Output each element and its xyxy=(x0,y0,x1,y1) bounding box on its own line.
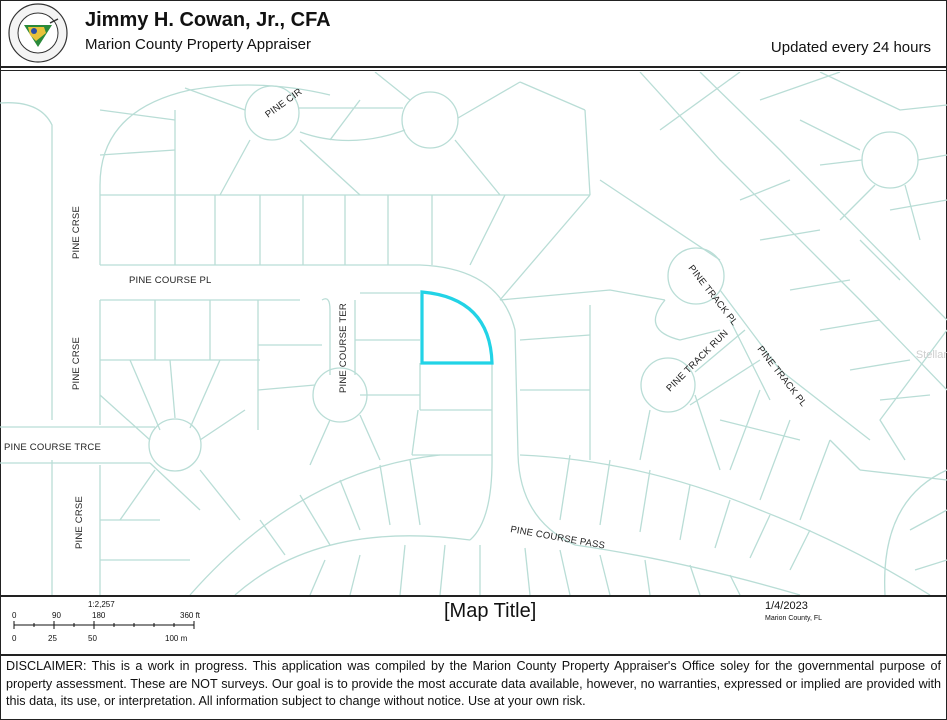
street-label-pine-course-pl: PINE COURSE PL xyxy=(129,275,212,286)
scale-meter-tick: 50 xyxy=(88,634,97,643)
map-title: [Map Title] xyxy=(444,600,537,622)
scale-feet-tick: 0 xyxy=(12,611,17,620)
header-divider xyxy=(0,66,947,68)
header xyxy=(0,0,947,68)
street-label-pine-cir: PINE CIR xyxy=(263,86,305,121)
street-label-pine-course-ter: PINE COURSE TER xyxy=(338,303,349,393)
subject-parcel-outline[interactable] xyxy=(422,292,492,363)
street-label-pine-course-pass: PINE COURSE PASS xyxy=(509,524,606,552)
county-seal-logo xyxy=(6,3,70,63)
street-label-pine-crse: PINE CRSE xyxy=(71,336,82,390)
county-label: Marion County, FL xyxy=(765,615,823,622)
map-date: 1/4/2023 xyxy=(765,600,808,612)
scale-meter-tick: 0 xyxy=(12,634,17,643)
street-label-pine-track-pl: PINE TRACK PL xyxy=(754,344,809,409)
watermark-text: Stellar xyxy=(915,349,947,361)
disclaimer-text: DISCLAIMER: This is a work in progress. This application was compiled by the Marion County Property Appraiser's Office soley for the governmental purpose of property assessment. These are NOT surveys. Our goal is to provide the most accurate data available, however, no warranties, expressed or implied are provided with this data, its use, or interpretation. All information subject to change without notice. Use at your own risk. xyxy=(6,659,941,708)
office-name: Marion County Property Appraiser xyxy=(85,36,311,53)
street-label-pine-course-trce: PINE COURSE TRCE xyxy=(4,442,101,453)
parcel-map[interactable] xyxy=(0,72,947,595)
update-note: Updated every 24 hours xyxy=(770,39,931,56)
scale-feet-tick: 180 xyxy=(92,611,106,620)
scale-bar xyxy=(0,596,220,652)
street-label-pine-track-run: PINE TRACK RUN xyxy=(664,327,731,395)
disclaimer-divider xyxy=(0,654,947,656)
scale-meter-tick: 100 m xyxy=(165,634,188,643)
scale-feet-tick: 360 ft xyxy=(180,611,201,620)
street-label-pine-crse: PINE CRSE xyxy=(71,205,82,259)
parcel-lines xyxy=(0,72,947,595)
scale-meter-tick: 25 xyxy=(48,634,57,643)
street-label-pine-crse: PINE CRSE xyxy=(74,495,85,549)
appraiser-name: Jimmy H. Cowan, Jr., CFA xyxy=(85,9,331,31)
map-footer xyxy=(0,596,947,654)
scale-ratio: 1:2,257 xyxy=(88,600,115,609)
scale-feet-tick: 90 xyxy=(52,611,61,620)
header-divider-inner xyxy=(0,70,947,71)
street-label-pine-track-pl: PINE TRACK PL xyxy=(685,263,740,328)
